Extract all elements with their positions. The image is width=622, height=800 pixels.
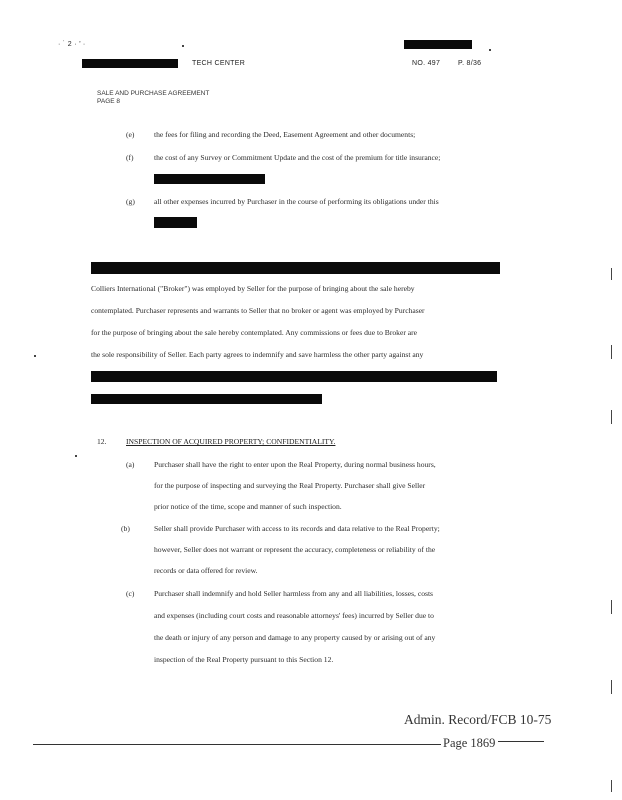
redaction-bar [154, 217, 197, 228]
scan-speck [611, 680, 612, 694]
subsection-line: inspection of the Real Property pursuant to this Section 12. [154, 655, 334, 664]
page-stamp: Page 1869 [443, 736, 496, 750]
item-text: the cost of any Survey or Commitment Update and the cost of the premium for title insurance; [154, 153, 441, 162]
header-center: TECH CENTER [192, 60, 246, 67]
admin-record-stamp: Admin. Record/FCB 10-75 [404, 712, 552, 727]
scan-speck [611, 268, 612, 280]
scan-speck [611, 345, 612, 359]
section-heading: INSPECTION OF ACQUIRED PROPERTY; CONFIDENTIALITY. [126, 437, 336, 446]
redaction-bar [154, 174, 265, 184]
item-text: the fees for filing and recording the Deed, Easement Agreement and other documents; [154, 130, 416, 139]
subsection-line: Purchaser shall indemnify and hold Seller harmless from any and all liabilities, losses, costs [154, 589, 434, 598]
scan-speck [611, 600, 612, 614]
redaction-bar [404, 40, 472, 49]
subsection-line: Purchaser shall have the right to enter upon the Real Property, during normal business hours, [154, 460, 436, 469]
subsection-line: for the purpose of inspecting and surveying the Real Property. Purchaser shall give Seller [154, 481, 426, 490]
scan-speck [489, 49, 491, 51]
scan-speck [34, 355, 36, 357]
item-text: all other expenses incurred by Purchaser in the course of performing its obligations under this [154, 197, 439, 206]
subsection-label: (b) [121, 524, 130, 533]
broker-line: for the purpose of bringing about the sale hereby contemplated. Any commissions or fees due to Broker are [91, 328, 418, 337]
header-number: NO. 497 [412, 60, 441, 67]
subsection-label: (a) [126, 460, 135, 469]
broker-line: contemplated. Purchaser represents and warrants to Seller that no broker or agent was employed by Purchaser [91, 306, 425, 315]
subsection-line: the death or injury of any person and damage to any property caused by or arising out of any [154, 633, 436, 642]
redaction-bar [91, 394, 322, 404]
redaction-bar [91, 371, 497, 382]
broker-line: Colliers International ("Broker") was employed by Seller for the purpose of bringing about the sale hereby [91, 284, 415, 293]
redaction-bar [91, 262, 500, 274]
subsection-line: prior notice of the time, scope and manner of such inspection. [154, 502, 342, 511]
section-number: 12. [97, 437, 107, 446]
redaction-bar [82, 59, 178, 68]
subsection-line: records or data offered for review. [154, 566, 258, 575]
scan-speck [182, 45, 184, 47]
footer-rule [33, 744, 441, 745]
header-page-ref: P. 8/36 [458, 60, 482, 67]
footer-rule-right [498, 741, 544, 742]
broker-line: the sole responsibility of Seller. Each party agrees to indemnify and save harmless the other party against any [91, 350, 424, 359]
document-page: PAGE 8 [97, 98, 121, 105]
subsection-line: however, Seller does not warrant or represent the accuracy, completeness or reliability of the [154, 545, 436, 554]
item-label: (e) [126, 130, 135, 139]
subsection-line: and expenses (including court costs and reasonable attorneys' fees) incurred by Seller due to [154, 611, 434, 620]
subsection-line: Seller shall provide Purchaser with access to its records and data relative to the Real Property; [154, 524, 440, 533]
subsection-label: (c) [126, 589, 135, 598]
item-label: (g) [126, 197, 135, 206]
scan-speck [75, 455, 77, 457]
scan-speck [611, 410, 612, 424]
scan-speck [611, 780, 612, 792]
document-title: SALE AND PURCHASE AGREEMENT [97, 90, 210, 97]
fax-code: · ˙ 2 · ’ · [58, 41, 86, 48]
item-label: (f) [126, 153, 134, 162]
